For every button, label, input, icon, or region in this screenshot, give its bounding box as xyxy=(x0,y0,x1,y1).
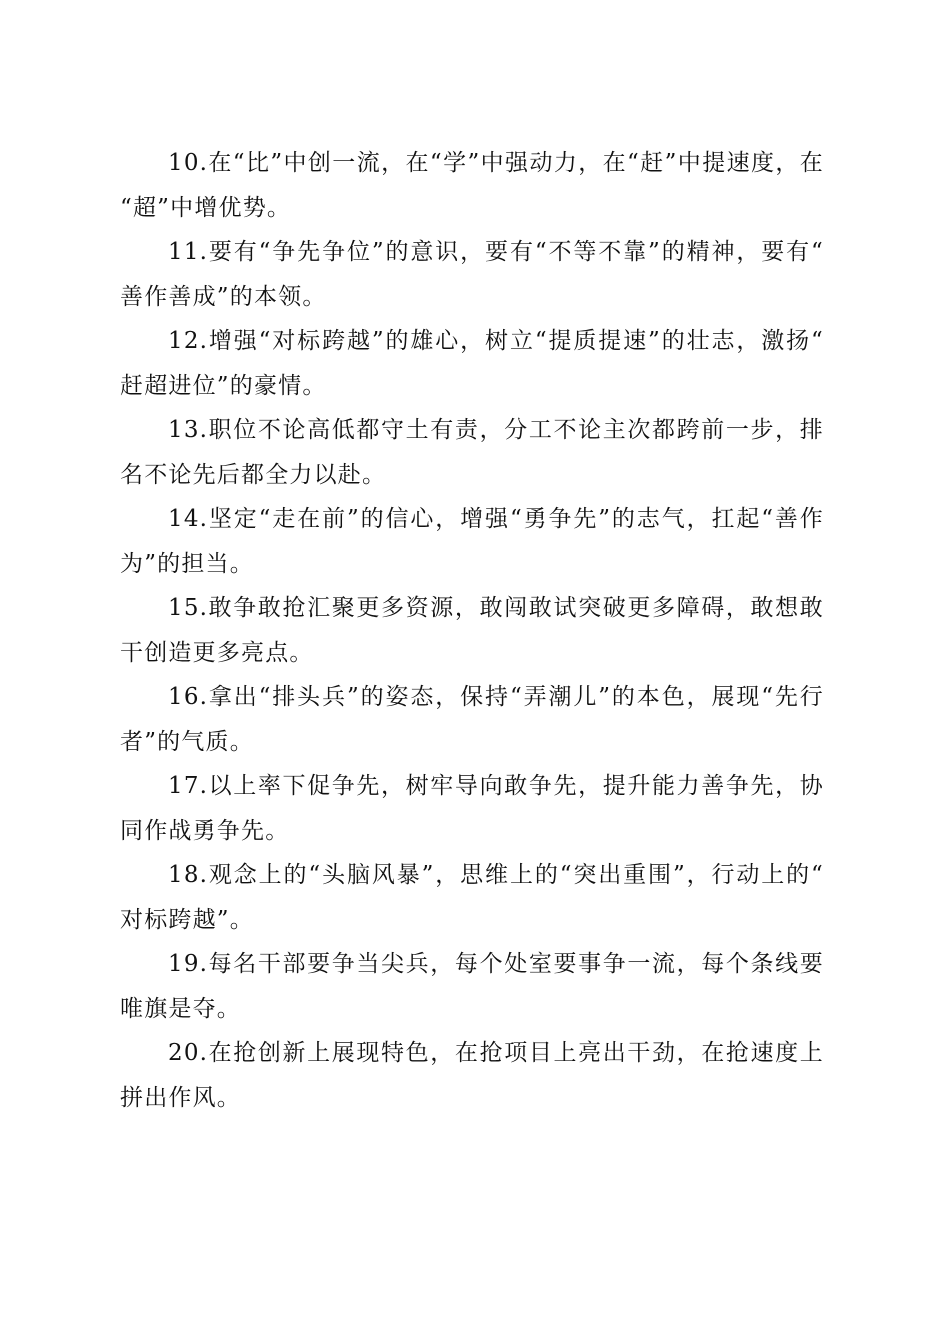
paragraph-16: 16.拿出“排头兵”的姿态，保持“弄潮儿”的本色，展现“先行者”的气质。 xyxy=(120,684,824,755)
paragraph-20: 20.在抢创新上展现特色，在抢项目上亮出干劲，在抢速度上拼出作风。 xyxy=(120,1040,824,1111)
paragraph-14: 14.坚定“走在前”的信心，增强“勇争先”的志气，扛起“善作为”的担当。 xyxy=(120,506,824,577)
paragraph-19: 19.每名干部要争当尖兵，每个处室要事争一流，每个条线要唯旗是夺。 xyxy=(120,951,824,1022)
paragraph-13: 13.职位不论高低都守土有责，分工不论主次都跨前一步，排名不论先后都全力以赴。 xyxy=(120,417,824,488)
paragraph-10: 10.在“比”中创一流，在“学”中强动力，在“赶”中提速度，在“超”中增优势。 xyxy=(120,150,824,221)
paragraph-15: 15.敢争敢抢汇聚更多资源，敢闯敢试突破更多障碍，敢想敢干创造更多亮点。 xyxy=(120,595,824,666)
paragraph-17: 17.以上率下促争先，树牢导向敢争先，提升能力善争先，协同作战勇争先。 xyxy=(120,773,824,844)
paragraph-11: 11.要有“争先争位”的意识，要有“不等不靠”的精神，要有“善作善成”的本领。 xyxy=(120,239,824,310)
paragraph-18: 18.观念上的“头脑风暴”，思维上的“突出重围”，行动上的“对标跨越”。 xyxy=(120,862,824,933)
document-body xyxy=(120,141,824,1120)
paragraph-12: 12.增强“对标跨越”的雄心，树立“提质提速”的壮志，激扬“赶超进位”的豪情。 xyxy=(120,328,824,399)
